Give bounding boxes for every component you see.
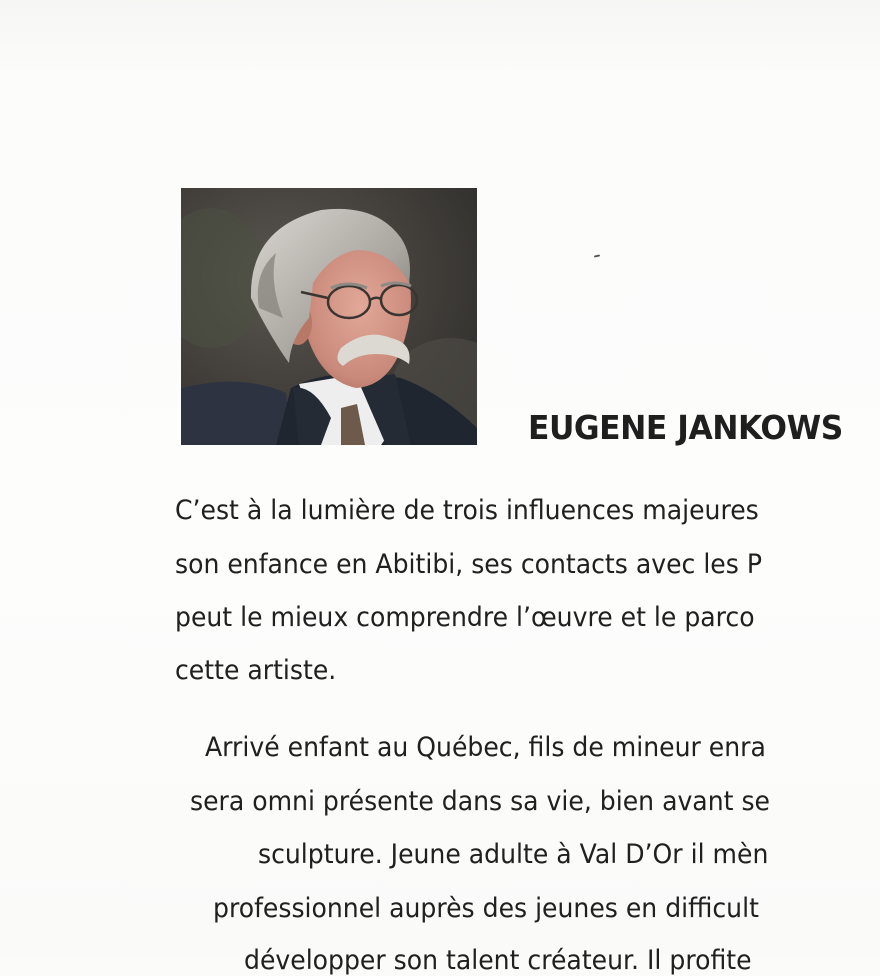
- paragraph-1-line-1: C’est à la lumière de trois influences majeures: [175, 495, 759, 526]
- paragraph-1-line-3: peut le mieux comprendre l’œuvre et le parco: [175, 602, 755, 633]
- scan-speck: [594, 254, 600, 257]
- portrait-photo: [181, 188, 477, 445]
- paragraph-1-line-2: son enfance en Abitibi, ses contacts avec les P: [175, 549, 762, 580]
- paragraph-2-line-1: Arrivé enfant au Québec, fils de mineur enra: [205, 732, 766, 763]
- paragraph-2-line-4: professionnel auprès des jeunes en difficult: [213, 893, 759, 924]
- paragraph-1-line-4: cette artiste.: [175, 655, 337, 686]
- page-title: EUGENE JANKOWS: [528, 408, 843, 447]
- paragraph-2-line-5: développer son talent créateur. Il profite: [244, 945, 752, 976]
- paragraph-2-line-3: sculpture. Jeune adulte à Val D’Or il mèn: [258, 839, 769, 870]
- paragraph-2-line-2: sera omni présente dans sa vie, bien avant se: [190, 786, 770, 817]
